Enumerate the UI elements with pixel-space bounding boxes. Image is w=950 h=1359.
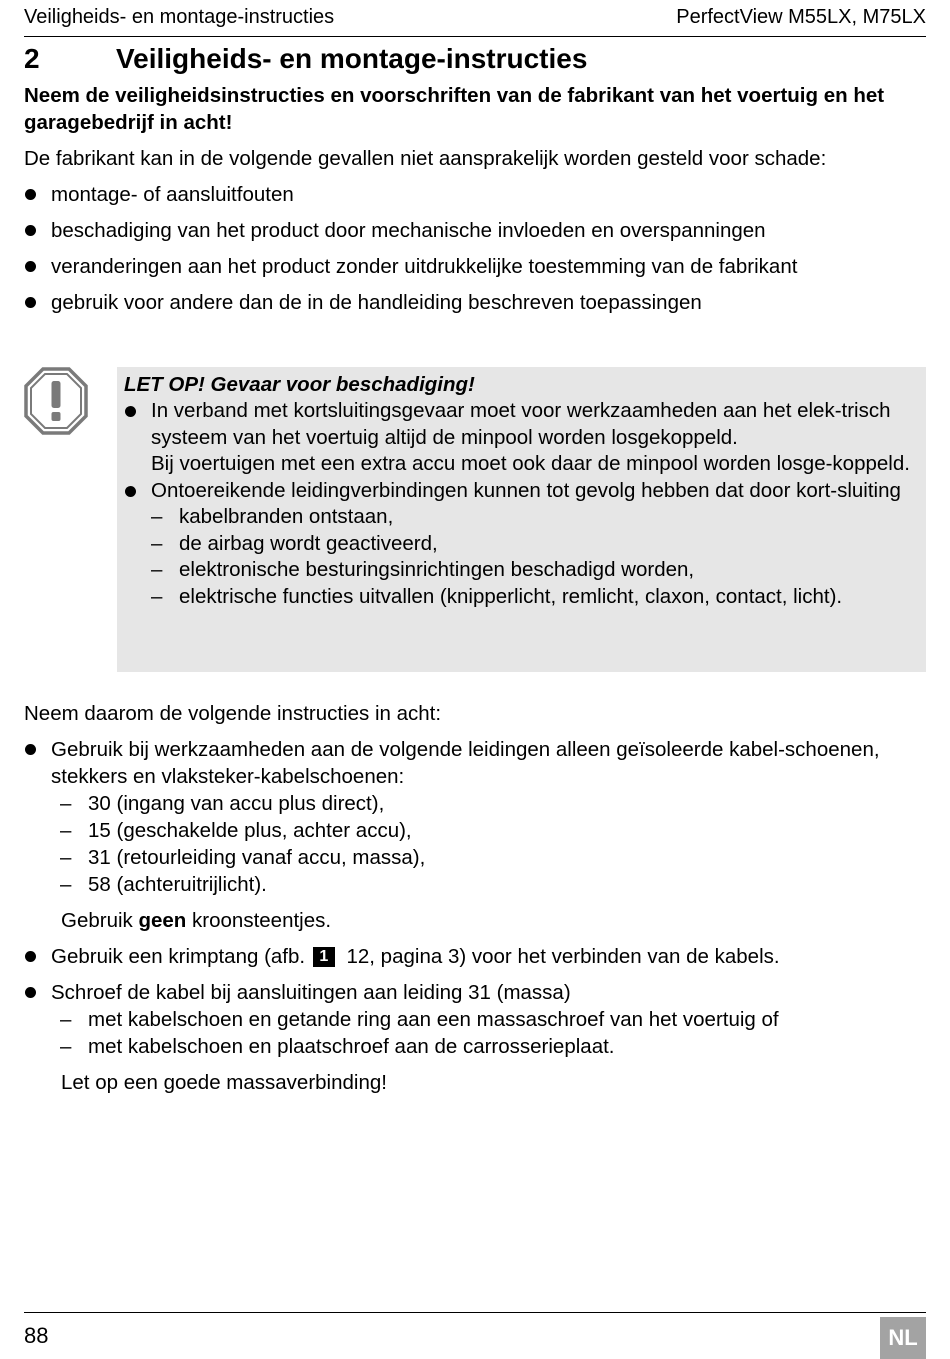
warning-item-text: Ontoereikende leidingverbindingen kunnen tot gevolg hebben dat door kort-sluiting xyxy=(151,478,901,502)
list-item: beschadiging van het product door mechanische invloeden en overspanningen xyxy=(24,217,926,244)
page-header xyxy=(24,6,926,37)
list-item xyxy=(24,736,926,934)
liability-list xyxy=(24,181,926,316)
header-product-name: PerfectView M55LX, M75LX xyxy=(676,6,926,28)
liability-intro: De fabrikant kan in de volgende gevallen niet aansprakelijk worden gesteld voor schade: xyxy=(24,147,827,170)
sub-item: – 30 (ingang van accu plus direct), xyxy=(51,790,926,817)
section-heading xyxy=(24,40,926,78)
instruction-note: Let op een goede massaverbinding! xyxy=(61,1071,387,1094)
exclamation-octagon-icon xyxy=(24,367,88,435)
sub-item: – met kabelschoen en plaatschroef aan de carrosserieplaat. xyxy=(51,1033,926,1060)
note-emphasis: geen xyxy=(138,909,187,932)
instruction-text: 12, pagina 3) voor het verbinden van de kabels. xyxy=(340,945,780,968)
warning-title: LET OP! Gevaar voor beschadiging! xyxy=(124,373,475,396)
sub-item: – kabelbranden ontstaan, xyxy=(151,504,920,531)
list-item xyxy=(24,943,926,970)
page-footer xyxy=(24,1312,926,1350)
note-text: Gebruik xyxy=(61,909,139,932)
sub-item: – 58 (achteruitrijlicht). xyxy=(51,871,926,898)
warning-item-text: In verband met kortsluitingsgevaar moet voor werkzaamheden aan het elek-trisch systeem van het voertuig altijd de minpool worden losgekoppeld. xyxy=(151,399,891,449)
instructions-intro: Neem daarom de volgende instructies in acht: xyxy=(24,702,442,725)
list-item xyxy=(124,478,920,611)
language-badge: NL xyxy=(880,1317,926,1359)
page-content xyxy=(24,40,926,1096)
warning-box xyxy=(117,367,926,672)
note-text: kroonsteentjes. xyxy=(186,909,332,932)
warning-block xyxy=(24,367,926,672)
sub-item: – 31 (retourleiding vanaf accu, massa), xyxy=(51,844,926,871)
warning-list xyxy=(124,398,920,610)
list-item xyxy=(124,398,920,478)
instruction-text: Gebruik een krimptang (afb. xyxy=(51,945,311,968)
list-item: montage- of aansluitfouten xyxy=(24,181,926,208)
instructions-list xyxy=(24,736,926,1096)
header-section-title: Veiligheids- en montage-instructies xyxy=(24,6,335,28)
sub-item: – de airbag wordt geactiveerd, xyxy=(151,531,920,558)
list-item xyxy=(24,979,926,1096)
section-title: Veiligheids- en montage-instructies xyxy=(116,43,588,74)
sub-item: – 15 (geschakelde plus, achter accu), xyxy=(51,817,926,844)
instruction-text: Gebruik bij werkzaamheden aan de volgende leidingen alleen geïsoleerde kabel-schoenen, stekkers en vlaksteker-kabelschoenen: xyxy=(51,738,880,788)
instruction-sublist xyxy=(51,790,926,898)
page-number: 88 xyxy=(24,1323,49,1348)
warning-sublist xyxy=(151,504,920,610)
sub-item: – met kabelschoen en getande ring aan een massaschroef van het voertuig of xyxy=(51,1006,926,1033)
figure-reference-badge: 1 xyxy=(313,947,335,967)
section-number: 2 xyxy=(24,43,40,74)
intro-bold-text: Neem de veiligheidsinstructies en voorschriften van de fabrikant van het voertuig en het garagebedrijf in acht! xyxy=(24,84,885,134)
instruction-text: Schroef de kabel bij aansluitingen aan leiding 31 (massa) xyxy=(51,981,571,1004)
sub-item: – elektrische functies uitvallen (knipperlicht, remlicht, claxon, contact, licht). xyxy=(151,584,920,611)
list-item: veranderingen aan het product zonder uitdrukkelijke toestemming van de fabrikant xyxy=(24,253,926,280)
instruction-note xyxy=(51,907,926,934)
instruction-sublist xyxy=(51,1006,926,1060)
list-item: gebruik voor andere dan de in de handleiding beschreven toepassingen xyxy=(24,289,926,316)
sub-item: – elektronische besturingsinrichtingen beschadigd worden, xyxy=(151,557,920,584)
warning-item-text: Bij voertuigen met een extra accu moet ook daar de minpool worden losge-koppeld. xyxy=(151,452,910,475)
